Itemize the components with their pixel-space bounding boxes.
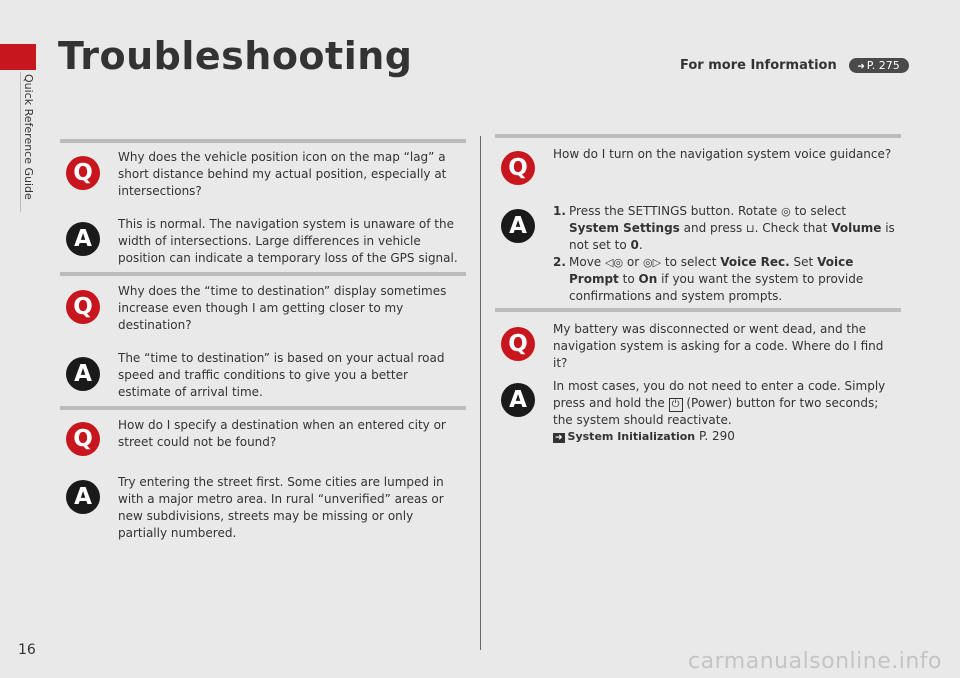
page-title: Troubleshooting: [58, 34, 413, 78]
qa-separator: [495, 134, 901, 138]
instruction-step: [553, 203, 898, 254]
setting-name: Voice Prompt: [569, 255, 854, 286]
reference-page-label: P. 275: [866, 59, 900, 72]
column-divider: [480, 136, 481, 650]
step-text: and press: [683, 221, 743, 235]
answer-icon: A: [66, 222, 100, 256]
question-text: How do I specify a destination when an entered city or street could not be found?: [118, 418, 446, 449]
section-tab-marker: [0, 44, 36, 70]
move-right-icon: ◎▷: [643, 256, 662, 269]
question-text: Why does the “time to destination” display sometimes increase even though I am getting closer to my destination?: [118, 284, 447, 332]
step-number: 2.: [553, 255, 566, 269]
question-icon: Q: [66, 156, 100, 190]
step-text: .: [638, 238, 643, 252]
step-text: to select: [664, 255, 717, 269]
move-left-icon: ◁◎: [605, 256, 624, 269]
answer-text-part: (Power) button for two seconds; the system should reactivate.: [553, 396, 879, 427]
step-text: to select: [794, 204, 847, 218]
setting-name: Volume: [831, 221, 882, 235]
setting-value: 0: [630, 238, 639, 252]
answer-icon: A: [501, 383, 535, 417]
question-text: My battery was disconnected or went dead, and the navigation system is asking for a code. Where do I find it?: [553, 322, 884, 370]
power-icon: ⏻: [669, 398, 683, 412]
enter-press-icon: ⊔: [746, 222, 755, 235]
interface-dial-icon: ◎: [781, 205, 791, 218]
instruction-step: [553, 254, 898, 305]
question-icon: Q: [66, 422, 100, 456]
side-rule: [20, 72, 21, 212]
step-text: if you want the system to provide confirmations and system prompts.: [569, 272, 864, 303]
step-text: Set: [793, 255, 814, 269]
qa-separator: [60, 272, 466, 276]
step-text: . Check that: [754, 221, 828, 235]
answer-text: This is normal. The navigation system is unaware of the width of intersections. Large differences in vehicle position can indicate a temporary loss of the GPS signal.: [118, 217, 458, 265]
answer-text-part: In most cases, you do not need to enter a code. Simply press and hold the: [553, 379, 886, 410]
page-number: 16: [18, 642, 36, 658]
answer-icon: A: [501, 209, 535, 243]
qa-separator: [60, 406, 466, 410]
reference-arrow-icon: ➜: [857, 62, 865, 72]
more-info-link[interactable]: [680, 58, 909, 73]
watermark: carmanualsonline.info: [688, 649, 942, 674]
answer-text: The “time to destination” is based on your actual road speed and traffic conditions to give you a better estimate of arrival time.: [118, 351, 445, 399]
more-info-label: For more Information: [680, 58, 837, 73]
page-reference-badge[interactable]: [849, 58, 908, 73]
question-text: How do I turn on the navigation system voice guidance?: [553, 147, 892, 161]
answer-text: [553, 378, 898, 429]
section-side-label: Quick Reference Guide: [22, 74, 35, 200]
step-text: to: [622, 272, 635, 286]
answer-icon: A: [66, 480, 100, 514]
qa-separator: [495, 308, 901, 312]
qa-separator: [60, 139, 466, 143]
cross-reference-icon: ➜: [555, 433, 563, 443]
answer-text: Try entering the street first. Some cities are lumped in with a major metro area. In rural “unverified” areas or new subdivisions, streets may be missing or only partially numbered.: [118, 475, 444, 540]
cross-reference-link[interactable]: [553, 429, 735, 443]
setting-value: On: [638, 272, 658, 286]
answer-icon: A: [66, 357, 100, 391]
menu-item-name: Voice Rec.: [720, 255, 790, 269]
question-text: Why does the vehicle position icon on the map “lag” a short distance behind my actual position, especially at intersections?: [118, 150, 447, 198]
cross-reference-title: System Initialization: [567, 430, 696, 443]
question-icon: Q: [501, 151, 535, 185]
step-number: 1.: [553, 204, 566, 218]
menu-item-name: System Settings: [569, 221, 680, 235]
question-icon: Q: [501, 327, 535, 361]
step-text: Press the SETTINGS button. Rotate: [569, 204, 778, 218]
cross-reference-page: P. 290: [698, 429, 735, 443]
step-text: Move: [569, 255, 602, 269]
step-text: or: [626, 255, 640, 269]
step-text: is not set to: [569, 221, 895, 252]
question-icon: Q: [66, 290, 100, 324]
